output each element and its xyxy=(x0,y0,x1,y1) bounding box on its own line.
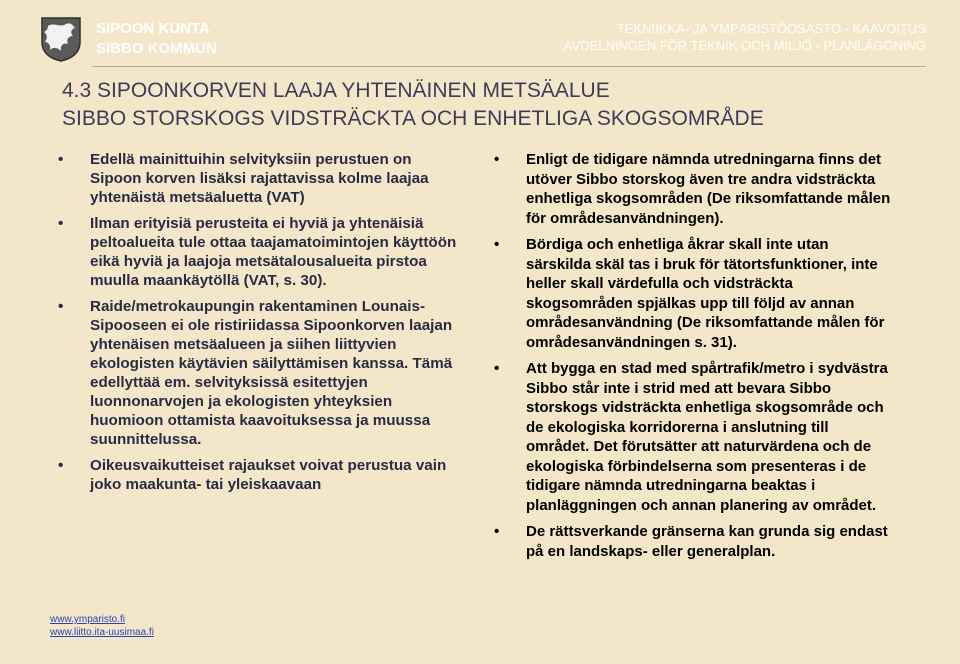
list-item xyxy=(494,150,894,228)
list-item-text: Bördiga och enhetliga åkrar skall inte utan särskilda skäl tas i bruk för tätortsfunktioner, inte heller skall värdefulla och vidsträckta skogsområden spjälkas upp till följd av annan områdesanvändning (De riksomfattande målen för områdesanvändningen s. 31). xyxy=(526,236,885,351)
organization-name xyxy=(96,19,217,59)
list-item-text: Raide/metrokaupungin rakentaminen Lounais-Sipooseen ei ole ristiriidassa Sipoonkorven laajan yhtenäisen metsäalueen ja siihen liittyvien ekologisten käytävien säilyttämisen kanssa. Tämä edellyttää em. selvityksissä esitettyjen luonnonarvojen ja ekologisten yhteyksien huomioon ottamista kaavoituksessa ja muussa suunnittelussa. xyxy=(90,298,453,448)
list-item xyxy=(494,235,894,352)
list-item-text: Enligt de tidigare nämnda utredningarna finns det utöver Sibbo storskog även tre andra vidsträckta enhetliga skogsområden (De riksomfattande målen för områdesanvändningen). xyxy=(526,151,891,227)
swedish-bullet-list xyxy=(494,150,894,568)
list-item xyxy=(58,214,458,290)
list-item xyxy=(58,456,458,494)
bullet-icon: • xyxy=(494,523,500,540)
list-item xyxy=(494,359,894,515)
list-item xyxy=(494,522,894,561)
bullet-icon: • xyxy=(494,151,500,168)
bullet-icon: • xyxy=(494,236,500,253)
list-item xyxy=(58,297,458,449)
bullet-icon: • xyxy=(58,298,64,315)
list-item-text: Edellä mainittuihin selvityksiin perustuen on Sipoon korven lisäksi rajattavissa kolme laajaa yhtenäistä metsäaluetta (VAT) xyxy=(90,151,429,206)
coat-of-arms-icon xyxy=(40,16,82,62)
list-item-text: Ilman erityisiä perusteita ei hyviä ja yhtenäisiä peltoalueita tule ottaa taajamatoimintojen käyttöön eikä hyviä ja laajoja metsätalousalueita pirstoa muulla maankäytöllä (VAT, s. 30). xyxy=(90,215,457,289)
list-item xyxy=(58,150,458,207)
list-item-text: Oikeusvaikutteiset rajaukset voivat perustua vain joko maakunta- tai yleiskaavaan xyxy=(90,457,447,493)
bullet-icon: • xyxy=(494,360,500,377)
ymparisto-link[interactable]: www.ymparisto.fi xyxy=(50,614,126,625)
dept-name-finnish: TEKNIIKKA- JA YMPÄRISTÖOSASTO - KAAVOITUS xyxy=(616,21,926,36)
org-name-swedish: SIBBO KOMMUN xyxy=(96,40,217,57)
slide-title xyxy=(62,77,764,133)
dept-name-swedish: AVDELNINGEN FÖR TEKNIK OCH MILJÖ - PLANLÄGGNING xyxy=(563,38,926,53)
title-finnish: 4.3 SIPOONKORVEN LAAJA YHTENÄINEN METSÄALUE xyxy=(62,79,610,102)
list-item-text: De rättsverkande gränserna kan grunda sig endast på en landskaps- eller generalplan. xyxy=(526,523,888,560)
title-swedish: SIBBO STORSKOGS VIDSTRÄCKTA OCH ENHETLIGA SKOGSOMRÅDE xyxy=(62,107,764,130)
finnish-bullet-list xyxy=(58,150,458,501)
footer-links xyxy=(50,613,154,639)
bullet-icon: • xyxy=(58,151,64,168)
org-name-finnish: SIPOON KUNTA xyxy=(96,20,210,37)
department-name xyxy=(564,20,926,54)
bullet-icon: • xyxy=(58,215,64,232)
bullet-icon: • xyxy=(58,457,64,474)
list-item-text: Att bygga en stad med spårtrafik/metro i sydvästra Sibbo står inte i strid med att bevara Sibbo storskogs vidsträckta enhetliga skogsområde och de ekologiska korridorerna i anslutning till området. Det förutsätter att naturvärdena och de ekologiska förbindelserna som presenteras i de tidigare nämnda utredningarna beaktas i planläggningen och annan planering av området. xyxy=(526,360,888,514)
header-divider xyxy=(92,66,926,67)
ita-uusimaa-link[interactable]: www.liitto.ita-uusimaa.fi xyxy=(50,627,154,638)
